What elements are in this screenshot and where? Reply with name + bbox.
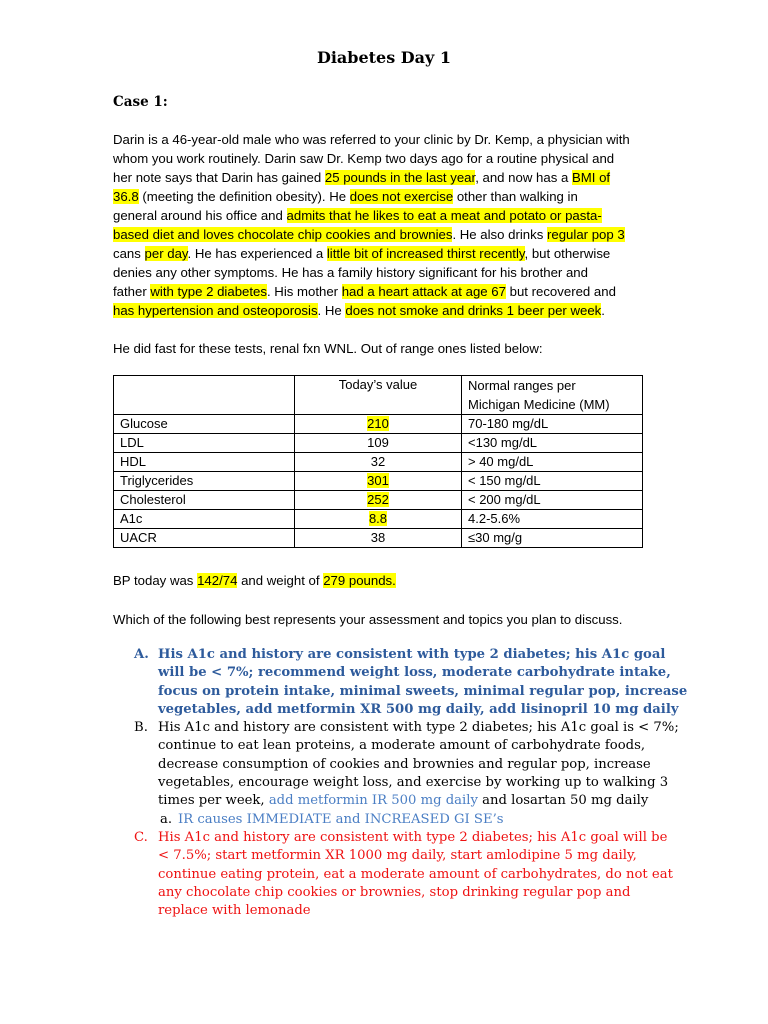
- text-run: BP today was: [113, 573, 198, 588]
- table-row: [114, 510, 643, 529]
- text-run: denies any other symptoms. He has a family history significant for his brother and: [113, 265, 588, 280]
- text-run: father: [113, 284, 151, 299]
- case-line: [113, 149, 658, 168]
- option-b: [134, 719, 679, 810]
- case-line: [113, 301, 658, 320]
- lab-value-cell: [295, 472, 462, 491]
- vitals-text: [113, 571, 658, 590]
- highlighted-text: per day: [144, 246, 188, 261]
- highlighted-text: has hypertension and osteoporosis: [113, 303, 318, 318]
- case-line: [113, 130, 658, 149]
- lab-range-cell: 70-180 mg/dL: [462, 415, 643, 434]
- case-line: [113, 225, 658, 244]
- page-title: Diabetes Day 1: [316, 48, 452, 67]
- highlighted-text: 279 pounds.: [323, 573, 396, 588]
- option-letter: C.: [134, 829, 148, 845]
- question-text: [113, 610, 658, 629]
- lab-results-table: [113, 375, 643, 548]
- text-run: , but otherwise: [524, 246, 611, 261]
- table-row: [114, 415, 643, 434]
- lab-value-cell: [295, 415, 462, 434]
- option-b-note: [134, 811, 674, 829]
- text-run: but recovered and: [505, 284, 616, 299]
- sub-letter: a.: [160, 811, 173, 827]
- text-run: . He has experienced a: [187, 246, 327, 261]
- text-run: . He also drinks: [452, 227, 547, 242]
- table-row: [114, 434, 643, 453]
- text-run: whom you work routinely. Darin saw Dr. Kemp two days ago for a routine physical and: [113, 151, 615, 166]
- case-description: [113, 130, 658, 320]
- table-header-range: [462, 376, 643, 415]
- text-run: decrease consumption of cookies and brownies and regular pop, increase: [158, 756, 651, 772]
- lab-value-cell: [295, 491, 462, 510]
- option-c: [134, 829, 674, 920]
- lab-value-cell: [295, 453, 462, 472]
- text-run: His A1c and history are consistent with type 2 diabetes; his A1c goal is < 7%;: [158, 720, 679, 736]
- fasting-note: [113, 339, 658, 358]
- text-run: general around his office and: [113, 208, 287, 223]
- text-run: Normal ranges per: [468, 378, 576, 393]
- text-run: . He: [317, 303, 346, 318]
- lab-name-cell: A1c: [114, 510, 295, 529]
- text-run: replace with lemonade: [158, 903, 311, 919]
- case-label: Case 1:: [113, 94, 168, 110]
- option-letter: A.: [134, 647, 149, 662]
- table-row: [114, 472, 643, 491]
- lab-value: 252: [367, 492, 389, 507]
- lab-value: 38: [370, 530, 386, 545]
- answer-options: [134, 646, 688, 920]
- highlighted-text: little bit of increased thirst recently: [326, 246, 525, 261]
- lab-range-cell: < 200 mg/dL: [462, 491, 643, 510]
- table-row: [114, 529, 643, 548]
- option-line: [158, 792, 674, 810]
- highlighted-text: 25 pounds in the last year: [324, 170, 476, 185]
- table-row: [114, 491, 643, 510]
- text-run: < 7.5%; start metformin XR 1000 mg daily, start amlodipine 5 mg daily,: [158, 848, 637, 864]
- text-run: .: [601, 303, 605, 318]
- lab-value-cell: [295, 529, 462, 548]
- table-row: [114, 453, 643, 472]
- case-line: [113, 168, 658, 187]
- text-run: He did fast for these tests, renal fxn WNL. Out of range ones listed below:: [113, 341, 543, 356]
- highlighted-text: 142/74: [197, 573, 238, 588]
- table-header-row: [114, 376, 643, 415]
- lab-name-cell: HDL: [114, 453, 295, 472]
- lab-value: 32: [370, 454, 386, 469]
- lab-range-cell: > 40 mg/dL: [462, 453, 643, 472]
- lab-range-cell: 4.2-5.6%: [462, 510, 643, 529]
- vitals-line: [113, 571, 658, 590]
- table-header-value: Today’s value: [295, 376, 462, 415]
- case-line: [113, 206, 658, 225]
- lab-name-cell: Cholesterol: [114, 491, 295, 510]
- text-run: vegetables, add metformin XR 500 mg daily, add lisinopril 10 mg daily: [158, 701, 679, 717]
- text-run: will be < 7%; recommend weight loss, moderate carbohydrate intake,: [158, 665, 671, 681]
- highlighted-text: regular pop 3: [547, 227, 625, 242]
- text-run: cans: [113, 246, 145, 261]
- option-letter: B.: [134, 720, 148, 736]
- highlighted-text: with type 2 diabetes: [150, 284, 267, 299]
- lab-value: 210: [367, 416, 389, 431]
- text-run: IR causes IMMEDIATE and INCREASED GI SE’s: [178, 811, 504, 827]
- text-run: add metformin IR 500 mg daily: [268, 793, 478, 809]
- highlighted-text: admits that he likes to eat a meat and potato or pasta-: [286, 208, 602, 223]
- text-run: continue to eat lean proteins, a moderate amount of carbohydrate foods,: [158, 738, 646, 754]
- text-run: and losartan 50 mg daily: [477, 793, 649, 809]
- text-run: other than walking in: [453, 189, 578, 204]
- text-run: Which of the following best represents your assessment and topics you plan to discuss.: [113, 612, 623, 627]
- text-run: Michigan Medicine (MM): [468, 397, 610, 412]
- option-a: [134, 646, 688, 719]
- text-run: (meeting the definition obesity). He: [138, 189, 350, 204]
- case-line: [113, 282, 658, 301]
- text-run: continue eating protein, eat a moderate amount of carbohydrates, do not eat: [158, 866, 673, 882]
- highlighted-text: had a heart attack at age 67: [341, 284, 506, 299]
- case-line: [113, 263, 658, 282]
- text-run: His A1c and history are consistent with type 2 diabetes; his A1c goal: [158, 647, 666, 662]
- text-run: , and now has a: [475, 170, 572, 185]
- text-run: and weight of: [237, 573, 324, 588]
- highlighted-text: 36.8: [113, 189, 139, 204]
- text-run: His A1c and history are consistent with type 2 diabetes; his A1c goal will be: [158, 829, 668, 845]
- text-run: . His mother: [266, 284, 342, 299]
- highlighted-text: does not exercise: [349, 189, 454, 204]
- highlighted-text: based diet and loves chocolate chip cookies and brownies: [113, 227, 453, 242]
- lab-name-cell: LDL: [114, 434, 295, 453]
- text-run: vegetables, encourage weight loss, and exercise by working up to walking 3: [158, 775, 669, 791]
- lab-name-cell: Triglycerides: [114, 472, 295, 491]
- text-run: any chocolate chip cookies or brownies, stop drinking regular pop and: [158, 884, 631, 900]
- lab-value-cell: [295, 510, 462, 529]
- lab-range-cell: < 150 mg/dL: [462, 472, 643, 491]
- highlighted-text: does not smoke and drinks 1 beer per week: [345, 303, 602, 318]
- lab-name-cell: UACR: [114, 529, 295, 548]
- text-run: times per week,: [158, 793, 269, 809]
- lab-value: 8.8: [368, 511, 388, 526]
- text-run: focus on protein intake, minimal sweets, minimal regular pop, increase: [158, 683, 688, 699]
- lab-name-cell: Glucose: [114, 415, 295, 434]
- lab-value: 301: [367, 473, 389, 488]
- lab-range-cell: <130 mg/dL: [462, 434, 643, 453]
- lab-value: 109: [367, 435, 389, 450]
- case-line: [113, 187, 658, 206]
- text-run: her note says that Darin has gained: [113, 170, 325, 185]
- text-run: Darin is a 46-year-old male who was referred to your clinic by Dr. Kemp, a physician with: [113, 132, 630, 147]
- highlighted-text: BMI of: [571, 170, 611, 185]
- lab-value-cell: [295, 434, 462, 453]
- table-header-cell: [114, 376, 295, 415]
- case-line: [113, 244, 658, 263]
- lab-range-cell: ≤30 mg/g: [462, 529, 643, 548]
